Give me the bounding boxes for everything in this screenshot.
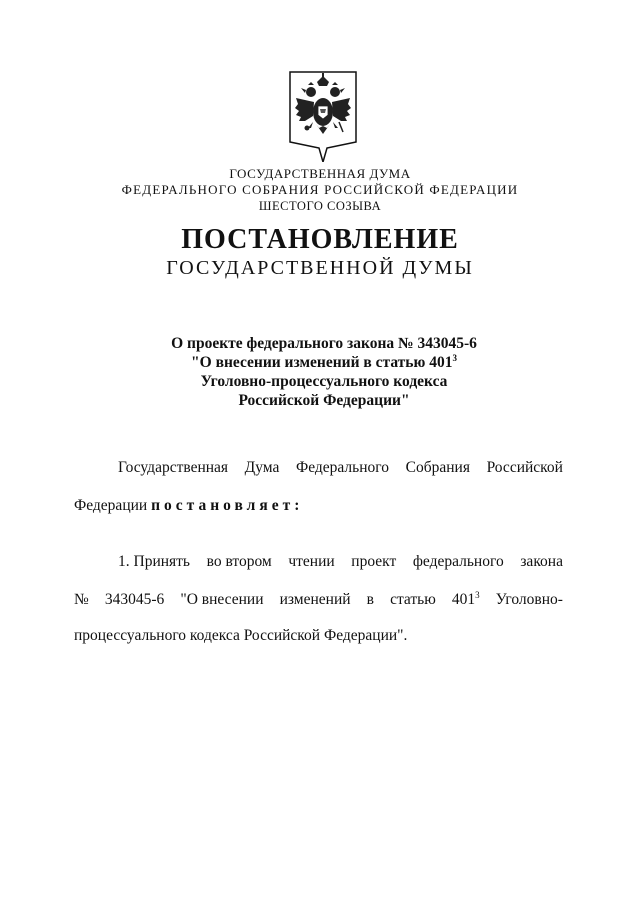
preamble-line-2: [74, 497, 303, 515]
subject-line-2-text: "О внесении изменений в статью 401: [191, 354, 453, 371]
item1-word: закона: [520, 553, 563, 570]
item1-number-sign: №: [74, 591, 89, 608]
item1-word: в: [366, 591, 374, 608]
item1-line-2: [74, 591, 563, 609]
preamble-word: Российской: [486, 459, 563, 476]
item1-line-1: [118, 553, 563, 571]
subject-superscript: 3: [452, 353, 457, 363]
item1-word: изменений: [279, 591, 351, 608]
item1-article-superscript: 3: [475, 590, 480, 600]
item1-word: Уголовно-: [495, 591, 563, 608]
preamble-word: Дума: [244, 459, 280, 476]
item1-bill-number: 343045-6: [104, 591, 165, 608]
item1-word: проект: [351, 553, 397, 570]
preamble-line-1: [118, 459, 563, 477]
item1-article: [452, 591, 480, 609]
preamble-federation: Федерации: [74, 497, 148, 514]
item1-line-3: процессуального кодекса Российской Федерации".: [74, 627, 408, 644]
header-line-duma: ГОСУДАРСТВЕННАЯ ДУМА: [229, 166, 411, 181]
item1-word: федерального: [412, 553, 504, 570]
item1-word: "О внесении: [180, 591, 264, 608]
subject-line-2: [0, 353, 640, 372]
document-title: ПОСТАНОВЛЕНИЕ: [181, 224, 459, 255]
preamble-resolves: постановляет:: [151, 497, 304, 514]
subject-line-1: О проекте федерального закона № 343045-6: [171, 335, 477, 352]
double-headed-eagle-icon: [289, 70, 357, 162]
item1-word: статью: [390, 591, 436, 608]
coat-of-arms-emblem: [289, 70, 357, 162]
header-line-federal-assembly: ФЕДЕРАЛЬНОГО СОБРАНИЯ РОССИЙСКОЙ ФЕДЕРАЦИИ: [121, 182, 519, 197]
item1-article-number: 401: [451, 591, 476, 608]
item1-word: 1. Принять: [118, 553, 191, 570]
item1-word: чтении: [288, 553, 335, 570]
item1-word: во втором: [206, 553, 272, 570]
subject-block: [0, 334, 640, 410]
header-line-convocation: ШЕСТОГО СОЗЫВА: [258, 199, 382, 213]
preamble-word: Государственная: [118, 459, 229, 476]
preamble-word: Федерального: [295, 459, 390, 476]
subject-line-3: Уголовно-процессуального кодекса: [200, 373, 448, 390]
subject-line-4: Российской Федерации": [238, 392, 410, 409]
document-subtitle: ГОСУДАРСТВЕННОЙ ДУМЫ: [166, 257, 474, 279]
preamble-word: Собрания: [405, 459, 470, 476]
